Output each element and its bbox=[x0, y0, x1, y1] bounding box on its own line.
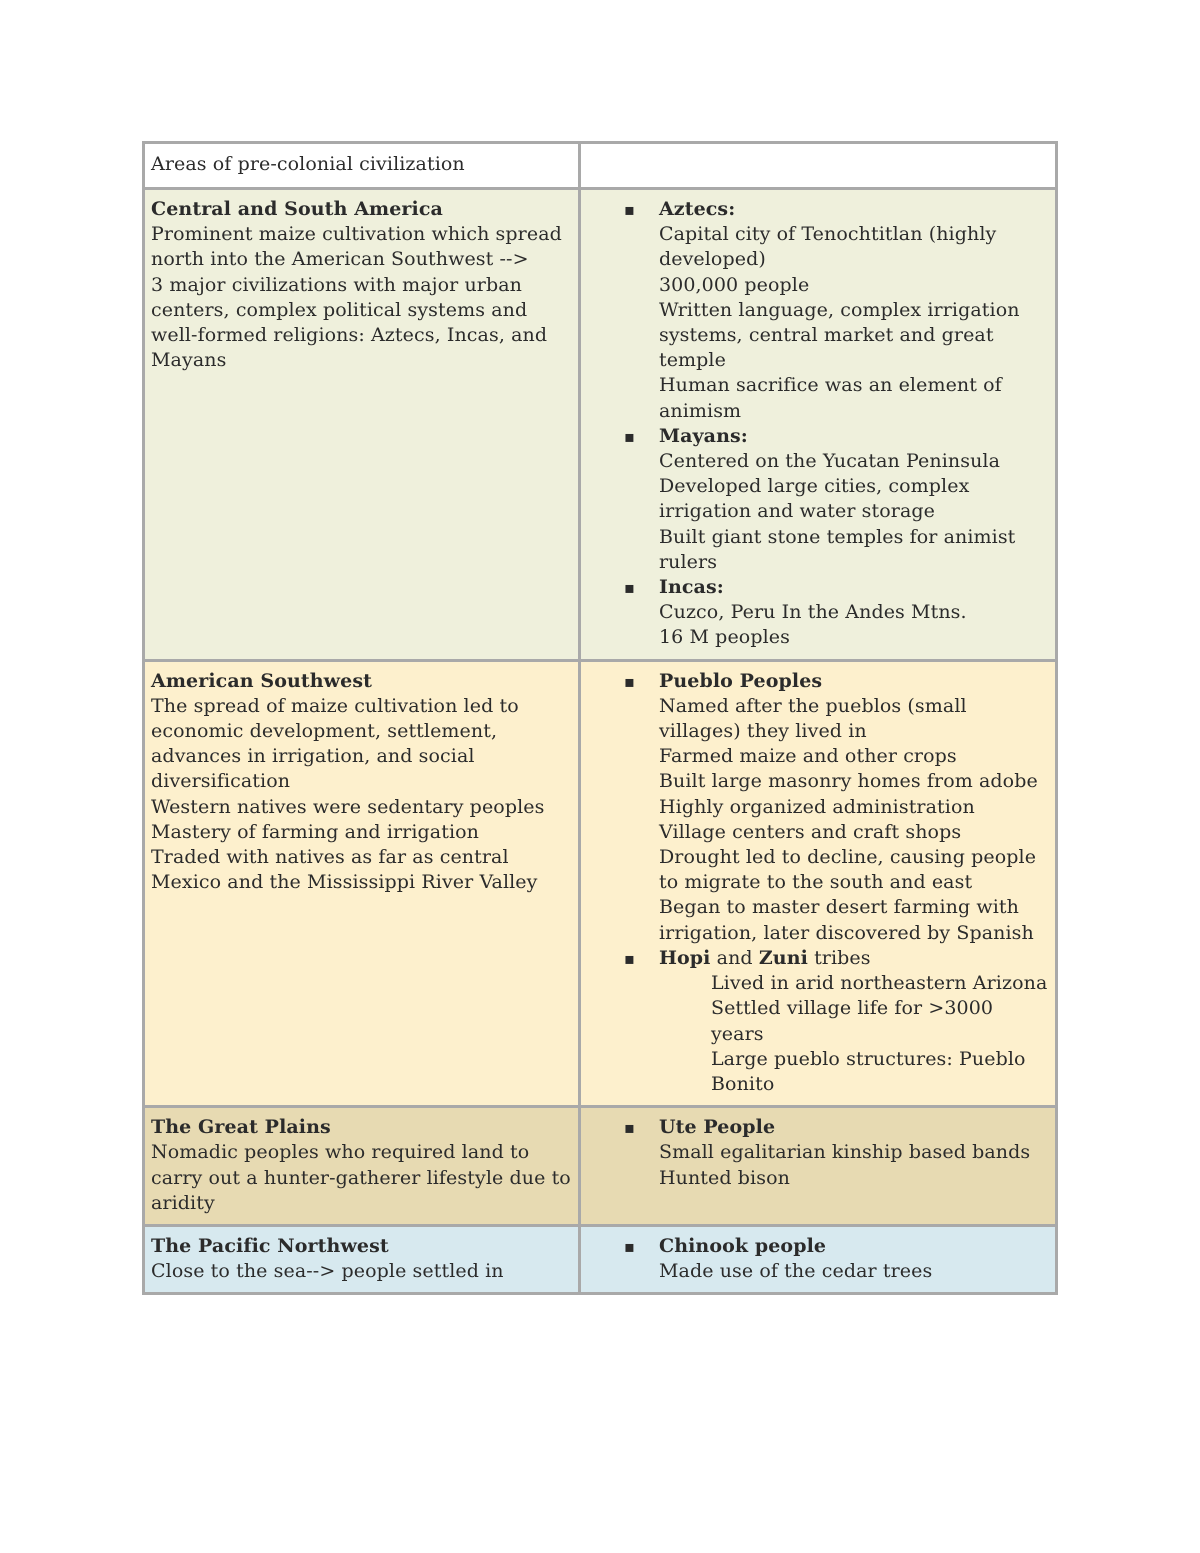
bullet-icon: ▪ bbox=[623, 1118, 635, 1138]
region-cell-american-southwest bbox=[144, 660, 580, 1106]
detail-line: Highly organized administration bbox=[658, 795, 975, 818]
region-description-line: Traded with natives as far as central Mexico and the Mississippi River Valley bbox=[151, 846, 538, 894]
sub-detail-line: Large pueblo structures: Pueblo Bonito bbox=[710, 1047, 1026, 1095]
bullet-icon: ▪ bbox=[623, 200, 635, 219]
detail-line: 300,000 people bbox=[658, 273, 810, 296]
bullet-icon: ▪ bbox=[623, 671, 635, 691]
table-row-american-southwest bbox=[144, 660, 1057, 1106]
region-cell-pacific-northwest bbox=[144, 1225, 580, 1293]
bullet-heading-hopi-zuni: ▪ Hopi and Zuni tribes bbox=[587, 946, 1049, 971]
details-cell-central-south-america bbox=[579, 189, 1056, 661]
bullet-heading-ute: ▪ Ute People bbox=[587, 1115, 1049, 1140]
detail-line: Human sacrifice was an element of animism bbox=[658, 374, 1002, 422]
details-cell-great-plains bbox=[579, 1107, 1056, 1226]
detail-line: Built large masonry homes from adobe bbox=[658, 770, 1038, 793]
region-title: The Great Plains bbox=[151, 1116, 331, 1139]
detail-line: Made use of the cedar trees bbox=[658, 1260, 933, 1283]
detail-line: Began to master desert farming with irrigation, later discovered by Spanish bbox=[658, 896, 1034, 944]
region-description-line: Close to the sea--> people settled in bbox=[151, 1260, 504, 1283]
sub-detail-line: Lived in arid northeastern Arizona bbox=[710, 972, 1048, 995]
table-header-row bbox=[144, 143, 1057, 189]
detail-line: Drought led to decline, causing people to migrate to the south and east bbox=[658, 846, 1037, 894]
region-title: American Southwest bbox=[151, 669, 372, 692]
bullet-heading-chinook: ▪ Chinook people bbox=[587, 1234, 1049, 1259]
detail-line: Developed large cities, complex irrigation and water storage bbox=[658, 475, 970, 523]
details-cell-american-southwest bbox=[579, 660, 1056, 1106]
table-row-great-plains bbox=[144, 1107, 1057, 1226]
table-row-central-south-america bbox=[144, 189, 1057, 661]
detail-line: Written language, complex irrigation systems, central market and great temple bbox=[658, 298, 1020, 372]
bullet-heading-aztecs: ▪ Aztecs: bbox=[587, 197, 1049, 222]
detail-line: Hunted bison bbox=[658, 1166, 790, 1189]
bullet-heading-incas: ▪ Incas: bbox=[587, 575, 1049, 600]
detail-line: 16 M peoples bbox=[658, 626, 790, 649]
detail-line: Village centers and craft shops bbox=[658, 820, 962, 843]
bullet-icon: ▪ bbox=[623, 426, 635, 446]
bullet-icon: ▪ bbox=[623, 578, 635, 598]
table-row-pacific-northwest bbox=[144, 1225, 1057, 1293]
region-description-line: Mastery of farming and irrigation bbox=[151, 820, 480, 843]
region-description-line: Prominent maize cultivation which spread north into the American Southwest --> bbox=[151, 223, 562, 271]
header-cell-right bbox=[579, 143, 1056, 189]
region-description-line: 3 major civilizations with major urban centers, complex political systems and well-formed religions: Aztecs, Incas, and Mayans bbox=[151, 273, 548, 372]
detail-line: Cuzco, Peru In the Andes Mtns. bbox=[658, 601, 967, 624]
detail-line: Named after the pueblos (small villages) they lived in bbox=[658, 694, 967, 743]
region-title: Central and South America bbox=[151, 198, 443, 220]
bullet-heading-mayans: ▪ Mayans: bbox=[587, 424, 1049, 449]
region-description-line: Nomadic peoples who required land to carry out a hunter-gatherer lifestyle due to aridity bbox=[151, 1141, 571, 1214]
detail-line: Small egalitarian kinship based bands bbox=[658, 1141, 1031, 1164]
bullet-icon: ▪ bbox=[623, 948, 635, 968]
region-title: The Pacific Northwest bbox=[151, 1234, 389, 1257]
bullet-heading-pueblo: ▪ Pueblo Peoples bbox=[587, 669, 1049, 694]
detail-line: Capital city of Tenochtitlan (highly developed) bbox=[658, 223, 997, 271]
details-cell-pacific-northwest bbox=[579, 1225, 1056, 1293]
sub-detail-line: Settled village life for >3000 years bbox=[710, 997, 994, 1045]
region-cell-great-plains bbox=[144, 1107, 580, 1226]
detail-line: Centered on the Yucatan Peninsula bbox=[658, 450, 1001, 473]
region-cell-central-south-america bbox=[144, 189, 580, 661]
header-cell-left: Areas of pre-colonial civilization bbox=[144, 143, 580, 189]
region-description-line: The spread of maize cultivation led to economic development, settlement, advances in irrigation, and social diversification bbox=[151, 694, 519, 793]
region-description-line: Western natives were sedentary peoples bbox=[151, 795, 545, 818]
detail-line: Built giant stone temples for animist rulers bbox=[658, 525, 1016, 573]
bullet-icon: ▪ bbox=[623, 1236, 635, 1256]
civilization-table bbox=[142, 141, 1058, 1295]
detail-line: Farmed maize and other crops bbox=[658, 745, 957, 768]
